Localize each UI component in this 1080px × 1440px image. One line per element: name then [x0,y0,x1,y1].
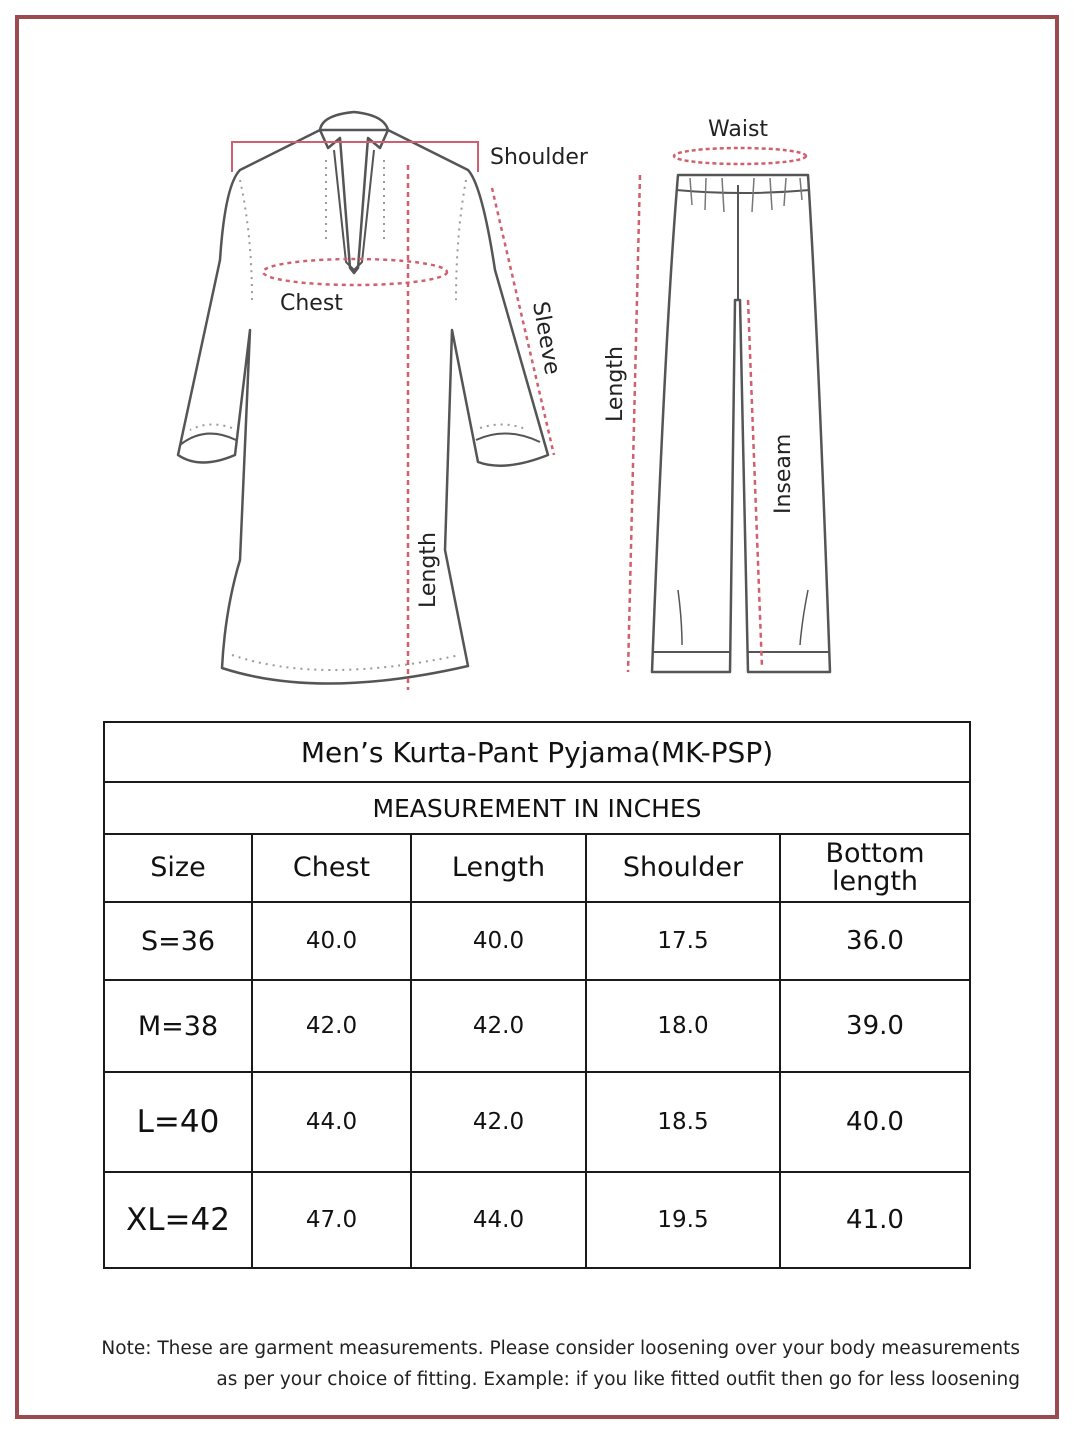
fitting-note-line-1: Note: These are garment measurements. Please consider loosening over your body measurements [101,1338,1020,1359]
kurta-chest-label: Chest [280,291,343,316]
table-subtitle: MEASUREMENT IN INCHES [104,782,970,834]
table-row [104,1172,970,1268]
table-row [104,980,970,1072]
shoulder-cell: 18.0 [586,980,780,1072]
pyjama-length-label: Length [603,346,628,422]
kurta-sleeve-label: Sleeve [527,299,565,377]
length-cell: 44.0 [411,1172,586,1268]
length-cell: 40.0 [411,902,586,980]
size-cell: S=36 [104,902,252,980]
bottom-length-cell: 41.0 [780,1172,970,1268]
shoulder-cell: 18.5 [586,1072,780,1172]
size-chart-table [103,721,971,1269]
table-title-row [104,722,970,782]
table-title: Men’s Kurta-Pant Pyjama(MK-PSP) [104,722,970,782]
table-row [104,902,970,980]
table-subtitle-row [104,782,970,834]
header-length: Length [411,834,586,902]
chest-cell: 44.0 [252,1072,411,1172]
header-bottom-length: Bottom length [780,834,970,902]
pyjama-waist-label: Waist [708,117,769,142]
shoulder-cell: 17.5 [586,902,780,980]
pyjama-drawing [652,175,830,672]
chest-cell: 47.0 [252,1172,411,1268]
shoulder-cell: 19.5 [586,1172,780,1268]
fitting-note-line-2: as per your choice of fitting. Example: if you like fitted outfit then go for less loosening [216,1369,1020,1390]
size-cell: M=38 [104,980,252,1072]
table-header-row [104,834,970,902]
header-shoulder: Shoulder [586,834,780,902]
bottom-length-cell: 39.0 [780,980,970,1072]
kurta-drawing [178,112,548,684]
kurta-length-label: Length [416,532,441,608]
chest-cell: 40.0 [252,902,411,980]
fitting-note [40,1333,1020,1395]
header-size: Size [104,834,252,902]
length-cell: 42.0 [411,980,586,1072]
table-row [104,1072,970,1172]
length-cell: 42.0 [411,1072,586,1172]
size-cell: XL=42 [104,1172,252,1268]
bottom-length-cell: 36.0 [780,902,970,980]
bottom-length-cell: 40.0 [780,1072,970,1172]
header-chest: Chest [252,834,411,902]
pyjama-inseam-label: Inseam [771,433,796,514]
kurta-shoulder-label: Shoulder [490,145,588,170]
size-cell: L=40 [104,1072,252,1172]
chest-cell: 42.0 [252,980,411,1072]
